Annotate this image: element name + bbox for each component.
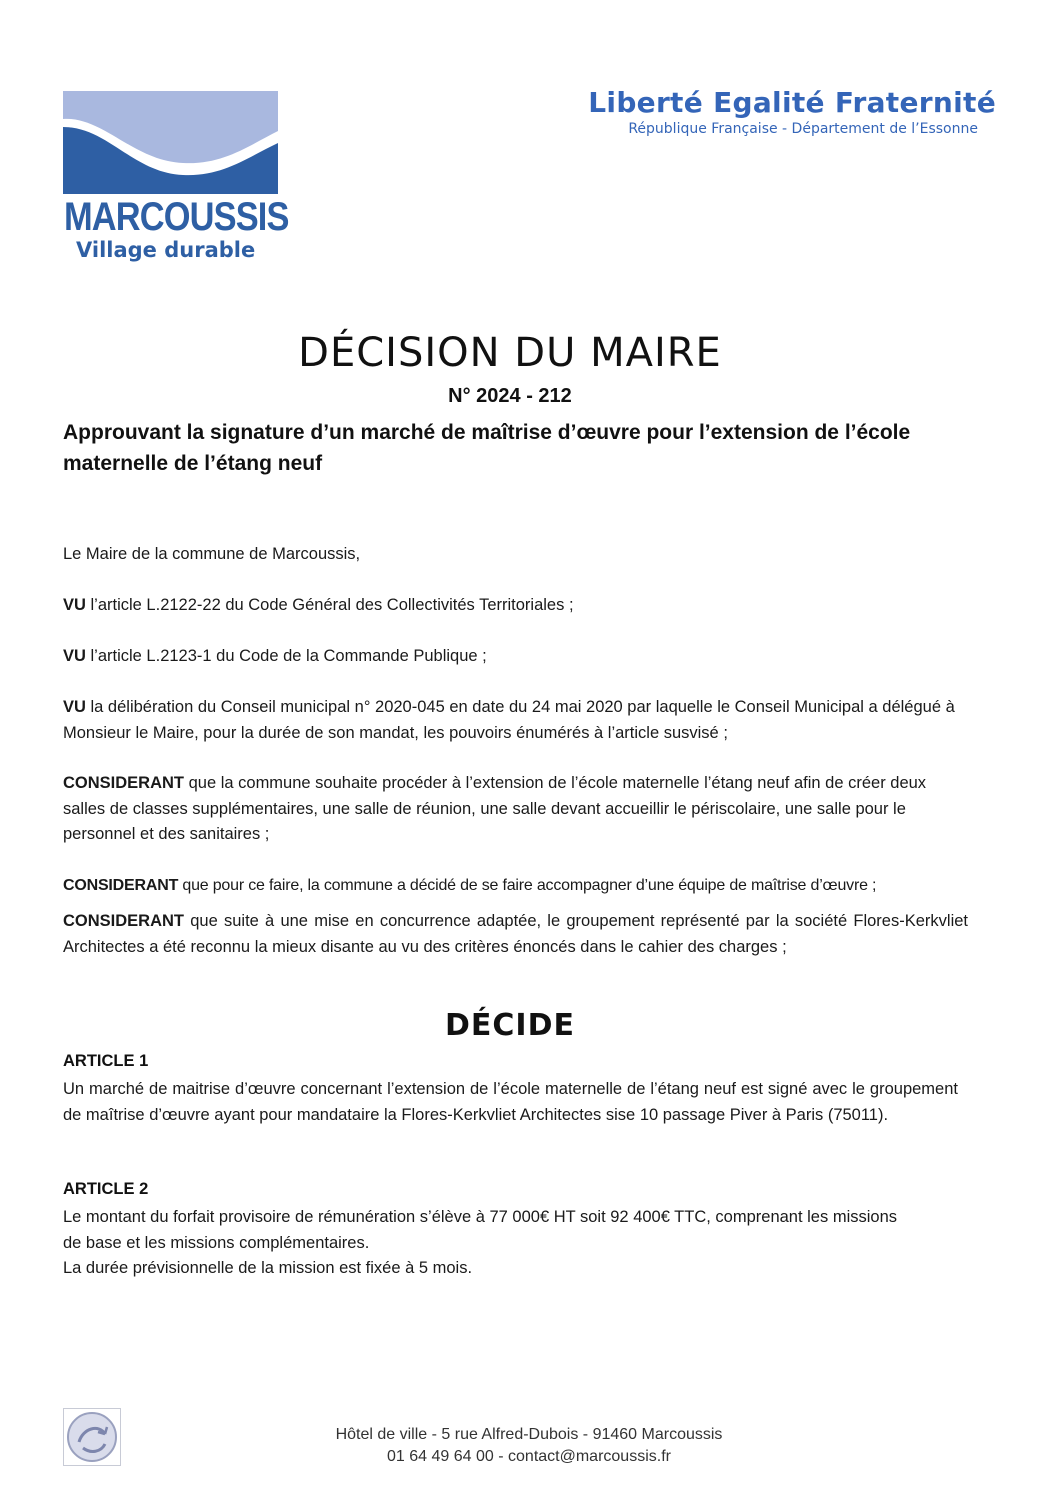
considerant-text: que pour ce faire, la commune a décidé de se faire accompagner d’une équipe de maîtrise d’œuvre ; (178, 877, 877, 894)
article-2-title: ARTICLE 2 (63, 1180, 149, 1198)
vu-paragraph (63, 695, 963, 746)
article-1-text: Un marché de maitrise d’œuvre concernant l’extension de l’école maternelle de l’étang neuf est signé avec le groupement de maîtrise d’œuvre ayant pour mandataire la Flores-Kerkvliet Architectes sise 10 passage Piver à Paris (75011). (63, 1080, 958, 1124)
logo-name: MARCOUSSIS (64, 195, 289, 239)
footer-contact: 01 64 49 64 00 - contact@marcoussis.fr (387, 1448, 671, 1465)
intro-paragraph: Le Maire de la commune de Marcoussis, (63, 545, 361, 563)
vu-text: l’article L.2122-22 du Code Général des Collectivités Territoriales ; (85, 596, 574, 614)
vu-paragraph (63, 593, 968, 619)
vu-text: l’article L.2123-1 du Code de la Commande Publique ; (85, 647, 487, 665)
considerant-text: que la commune souhaite procéder à l’extension de l’école maternelle l’étang neuf afin de créer deux salles de classes supplémentaires, une salle de réunion, une salle devant accueillir le périscolaire, une salle pour le personnel et des sanitaires ; (63, 774, 927, 843)
document-title: DÉCISION DU MAIRE (298, 330, 722, 376)
considerant-keyword: CONSIDERANT (63, 774, 185, 792)
considerant-keyword: CONSIDERANT (63, 877, 179, 894)
decision-number: N° 2024 - 212 (448, 385, 572, 407)
decision-subject: Approuvant la signature d’un marché de maîtrise d’œuvre pour l’extension de l’école maternelle de l’étang neuf (63, 421, 911, 475)
wave-logo-icon (63, 91, 278, 194)
article-2-text: La durée prévisionnelle de la mission est fixée à 5 mois. (63, 1259, 473, 1277)
considerant-keyword: CONSIDERANT (63, 912, 185, 930)
vu-keyword: VU (63, 596, 86, 614)
considerant-paragraph (63, 873, 983, 899)
vu-paragraph (63, 644, 968, 670)
footer (0, 1424, 1058, 1468)
vu-text: la délibération du Conseil municipal n° 2020-045 en date du 24 mai 2020 par laquelle le Conseil Municipal a délégué à Monsieur le Maire, pour la durée de son mandat, les pouvoirs énumérés à l’article susvisé ; (63, 698, 955, 742)
republic-motto (536, 86, 996, 137)
considerant-paragraph (63, 909, 968, 960)
vu-keyword: VU (63, 647, 86, 665)
article-2-text: Le montant du forfait provisoire de rémunération s’élève à 77 000€ HT soit 92 400€ TTC, comprenant les missions de base et les missions complémentaires. (63, 1208, 897, 1252)
footer-address: Hôtel de ville - 5 rue Alfred-Dubois - 91460 Marcoussis (335, 1426, 723, 1443)
considerant-paragraph (63, 771, 963, 848)
decide-heading: DÉCIDE (445, 1008, 575, 1043)
motto-sub: République Française - Département de l’Essonne (628, 121, 978, 137)
logo-tagline: Village durable (76, 238, 256, 262)
considerant-text: que suite à une mise en concurrence adaptée, le groupement représenté par la société Flores-Kerkvliet Architectes a été reconnu la mieux disante au vu des critères énoncés dans le cahier des charges ; (63, 912, 968, 956)
vu-keyword: VU (63, 698, 86, 716)
marcoussis-logo (63, 91, 289, 266)
article-1-title: ARTICLE 1 (63, 1052, 149, 1070)
motto-main: Liberté Egalité Fraternité (588, 86, 996, 119)
